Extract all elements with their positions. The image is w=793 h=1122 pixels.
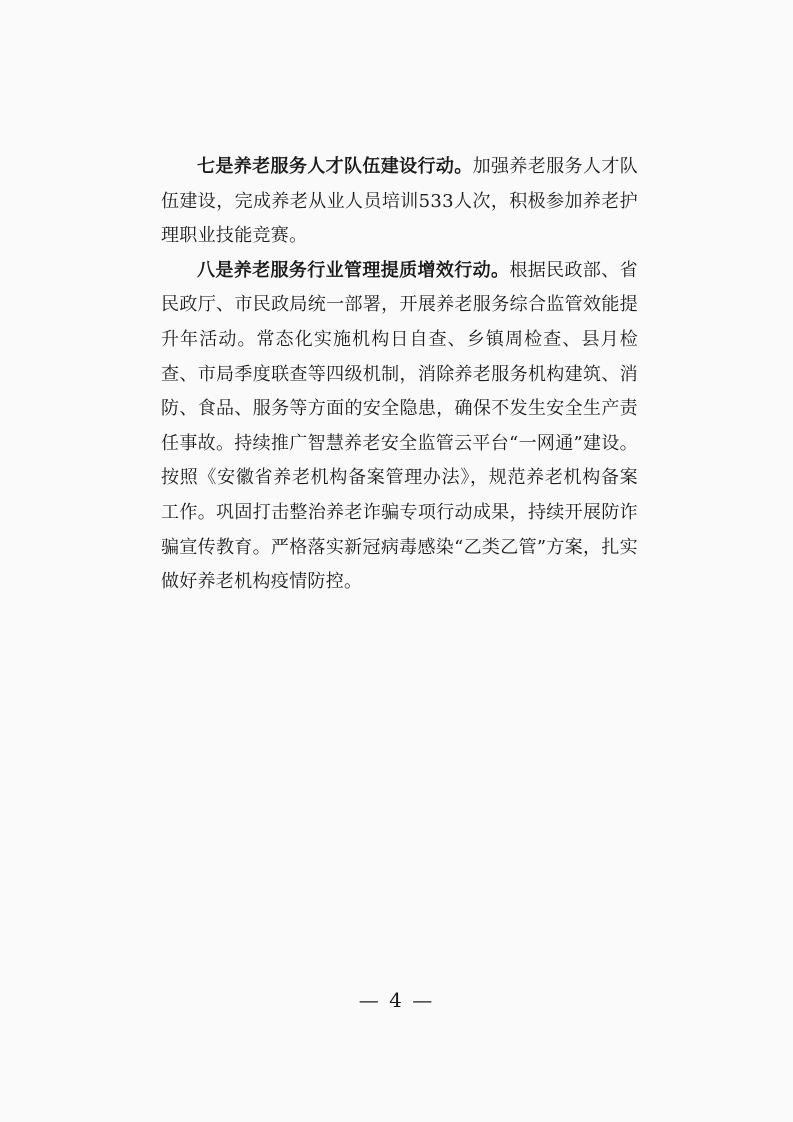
page-number: — 4 — xyxy=(358,988,435,1012)
paragraph-lead: 七是养老服务人才队伍建设行动。 xyxy=(197,156,473,177)
paragraph-talent-team xyxy=(161,150,638,254)
paragraph-lead: 八是养老服务行业管理提质增效行动。 xyxy=(197,259,510,281)
paragraph-text: 加强养老服务人才队伍建设，完成养老从业人员培训533人次，积极参加养老护理职业技能竞赛。 xyxy=(161,156,638,247)
paragraph-industry-management xyxy=(161,254,638,600)
paragraph-text: 根据民政部、省民政厅、市民政局统一部署，开展养老服务综合监管效能提升年活动。常态化实施机构日自查、乡镇周检查、县月检查、市局季度联查等四级机制，消除养老服务机构建筑、消防、食品、服务等方面的安全隐患，确保不发生安全生产责任事故。持续推广智慧养老安全监管云平台“一网通”建设。按照《安徽省养老机构备案管理办法》，规范养老机构备案工作。巩固打击整治养老诈骗专项行动成果，持续开展防诈骗宣传教育。严格落实新冠病毒感染“乙类乙管”方案，扎实做好养老机构疫情防控。 xyxy=(161,259,638,593)
document-body xyxy=(161,150,638,600)
